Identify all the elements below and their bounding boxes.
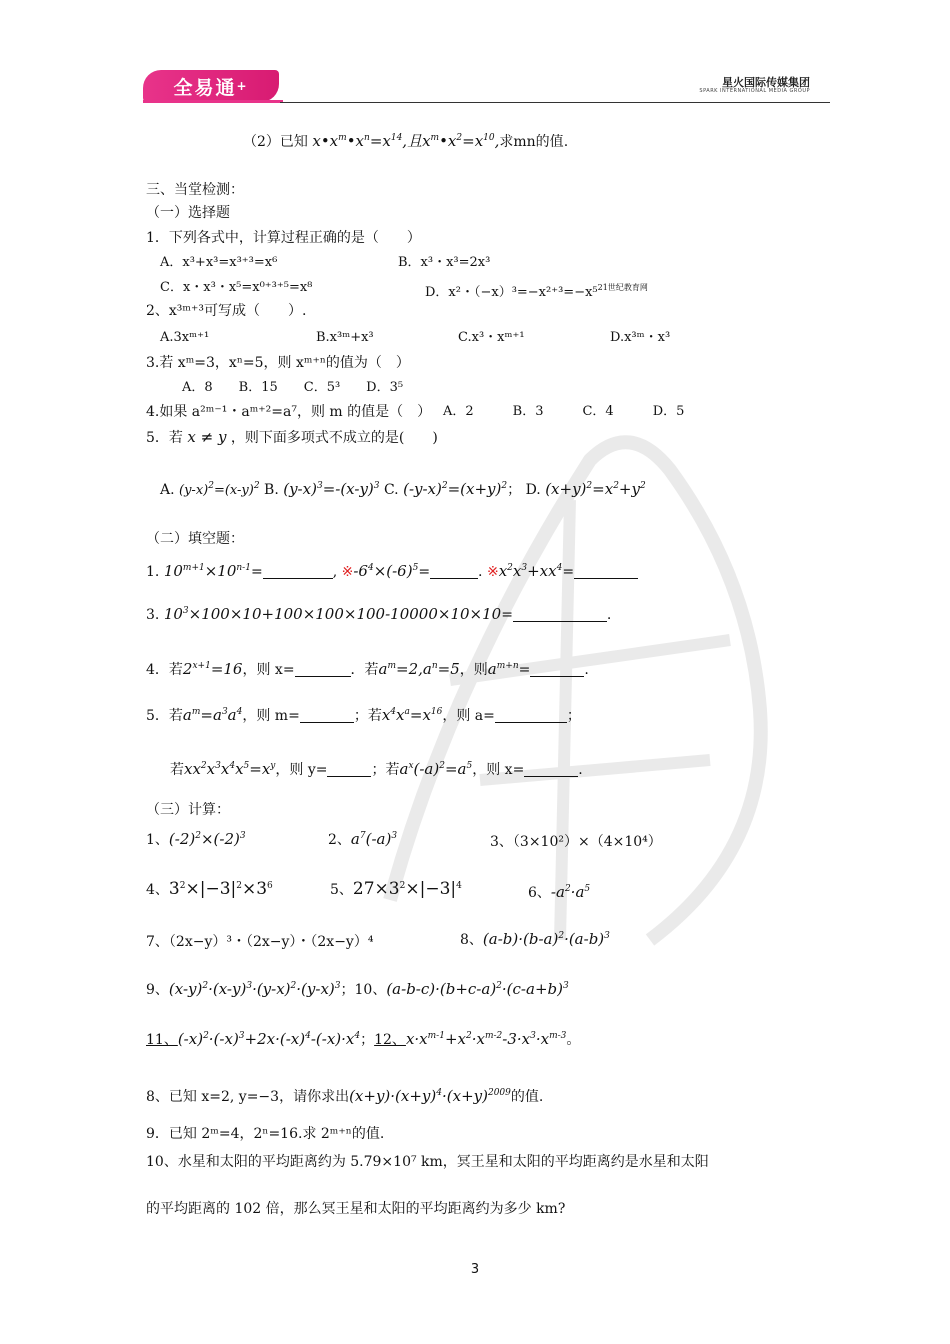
logo-star-icon: + <box>236 79 249 93</box>
choice-3-question: 3.若 xᵐ=3，xⁿ=5，则 xᵐ⁺ⁿ的值为（ ） <box>146 355 410 371</box>
choice-5-suffix: ，则下面多项式不成立的是( ) <box>230 430 438 446</box>
publisher-subtitle: SPARK INTERNATIONAL MEDIA GROUP <box>699 88 810 94</box>
question-8: 8、已知 x=2, y=−3，请你求出$(x+y)\cdot(x+y)^4\cdot(x+y)^{2009}$的值. <box>146 1087 544 1105</box>
fill-5-third: 若 <box>170 762 184 778</box>
choice-2-option-c: C.x³・xᵐ⁺¹ <box>458 330 525 345</box>
header-accent-line <box>143 100 283 103</box>
section-3-title: 三、当堂检测： <box>146 182 244 198</box>
choice-2-option-d: D.x³ᵐ・x³ <box>610 330 671 345</box>
fill-3-label: 3. <box>146 607 160 623</box>
choice-1-option-d-text: D．x²・（−x）³=−x²⁺³=−x⁵ <box>425 285 598 300</box>
fill-2b-answer-blank[interactable] <box>574 564 638 579</box>
fill-1-answer-blank[interactable] <box>263 564 333 579</box>
choice-5-condition: x ≠ y <box>187 428 227 446</box>
source-note: 21世纪教育网 <box>597 283 648 292</box>
asterisk-icon: ※ <box>341 564 354 580</box>
calc-8: 8、$(a-b)\cdot(b-a)^2\cdot(a-b)^3$ <box>460 930 610 948</box>
calc-5: 5、$27\times 3^2\times|-3|^4$ <box>330 879 462 899</box>
choice-1-option-c: C．x・x³・x⁵=x⁰⁺³⁺⁵=x⁸ <box>160 280 313 295</box>
question-9: 9．已知 2ᵐ=4，2ⁿ=16.求 2ᵐ⁺ⁿ的值. <box>146 1126 385 1142</box>
fill-4: 4．若$2^{x+1}=16$，则 x= ．若$a^m=2,a^n=5$，则$a^{m+n}=$ . <box>146 660 589 678</box>
fill-5-ask-m: ，则 m= <box>242 708 300 724</box>
fill-5c-answer-blank[interactable] <box>327 762 371 777</box>
fill-1: 1. $10^{m+1}\times 10^{n-1}=$ , $※-6^4\times(-6)^5=$ . $※x^2x^3+xx^4=$ <box>146 562 638 581</box>
choice-4-options: A．2 B．3 C．4 D．5 <box>443 404 685 419</box>
header-rule <box>280 102 830 103</box>
calc-4-label: 4、 <box>146 882 169 898</box>
question-8-text: 8、已知 x=2, y=−3，请你求出 <box>146 1089 350 1105</box>
calc-2-label: 2、 <box>328 832 351 848</box>
choice-1-option-b: B．x³・x³=2x³ <box>398 255 491 270</box>
fill-5-fourth: ；若 <box>371 762 400 778</box>
calc-row-1: 1、$(-2)^2\times(-2)^3$ <box>146 830 246 848</box>
choice-1-option-d <box>425 279 648 302</box>
calc-7: 7、（2x−y）³・（2x−y）・（2x−y）⁴ <box>146 934 374 950</box>
calc-6: 6、$-a^2\cdot a^5$ <box>528 883 591 901</box>
fill-5-cont: 若$xx^2x^3x^4x^5=x^y$，则 y= ；若$a^x(-a)^2=a^5$，则 x= . <box>170 760 583 778</box>
calc-6-label: 6、 <box>528 885 551 901</box>
fill-5-ask-a: ，则 a= <box>442 708 495 724</box>
choice-1-option-a: A．x³+x³=x³⁺³=x⁶ <box>160 255 278 270</box>
fill-5-ask-x: ，则 x= <box>472 762 525 778</box>
question-10-line-2: 的平均距离的 102 倍，那么冥王星和太阳的平均距离约为多少 km? <box>146 1201 566 1217</box>
choice-3-options: A．8 B．15 C．5³ D．3⁵ <box>182 380 404 395</box>
choice-5-question <box>146 428 438 447</box>
choice-2-question: 2、x³ᵐ⁺³可写成（ ）. <box>146 303 307 319</box>
publisher-name: 星火国际传媒集团 <box>722 76 810 89</box>
q2-label: （2）已知 <box>243 134 308 150</box>
fill-3: 3. $10^3\times 100\times 10+100\times 100\times 100-10000\times 10\times 10=$ . <box>146 605 612 623</box>
fill-4-answer-blank[interactable] <box>295 662 351 677</box>
calc-2: 2、$a^7(-a)^3$ <box>328 830 398 848</box>
fill-4-ask: ，则 <box>459 662 488 678</box>
fill-5b-answer-blank[interactable] <box>495 708 567 723</box>
asterisk-icon: ※ <box>486 564 499 580</box>
fill-4-prefix: 4．若 <box>146 662 183 678</box>
subsection-calc: （三）计算： <box>146 802 230 818</box>
fill-2-answer-blank[interactable] <box>430 564 478 579</box>
calc-3: 3、（3×10²）×（4×10⁴） <box>490 834 662 850</box>
calc-12-label: 12、 <box>374 1032 406 1048</box>
calc-10-label: ；10、 <box>340 982 387 998</box>
q2-formula: $x•x^m•x^n=x^{14}$,且$x^m•x^2=x^{10}$, <box>312 132 500 150</box>
calc-row-9-10: 9、$(x-y)^2\cdot(x-y)^3\cdot(y-x)^2\cdot(y-x)^3$；10、$(a-b-c)\cdot(b+c-a)^2\cdot(c-a+b)^3$ <box>146 980 569 998</box>
choice-4-question: 4.如果 a²ᵐ⁻¹・aᵐ⁺²=a⁷，则 m 的值是（ ） <box>146 404 432 420</box>
choice-5-options: A. $(y-x)^2=(x-y)^2$ B. $(y-x)^3=-(x-y)^3$ C. $(-y-x)^2=(x+y)^2$； D. $(x+y)^2=x^2+y^2$ <box>160 480 646 498</box>
calc-1-label: 1、 <box>146 832 169 848</box>
fill-5d-answer-blank[interactable] <box>524 762 578 777</box>
calc-9-label: 9、 <box>146 982 169 998</box>
calc-row-11-12: 11、$(-x)^2\cdot(-x)^3+2x\cdot(-x)^4-(-x)\cdot x^4$；12、$x\cdot x^{m-1}+x^2\cdot x^{m-2}-3\cdot x^3\cdot x^{m-3}$。 <box>146 1030 581 1048</box>
fill-5-prefix: 5．若 <box>146 708 183 724</box>
choice-2-option-b: B.x³ᵐ+x³ <box>316 330 374 345</box>
fill-1-label: 1. <box>146 564 160 580</box>
calc-5-label: 5、 <box>330 882 353 898</box>
choice-1-question: 1．下列各式中，计算过程正确的是（ ） <box>146 230 421 246</box>
calc-4: 4、$3^2\times|-3|^2\times 3^6$ <box>146 879 273 899</box>
calc-8-label: 8、 <box>460 932 483 948</box>
fill-5-answer-blank[interactable] <box>300 708 354 723</box>
question-8-ask: 的值. <box>510 1089 544 1105</box>
calc-11-label: 11、 <box>146 1032 178 1048</box>
choice-5-prefix: 5．若 <box>146 430 183 446</box>
question-10-line-1: 10、水星和太阳的平均距离约为 5.79×10⁷ km，冥王星和太阳的平均距离约是水星和太阳 <box>146 1154 709 1170</box>
brand-logo <box>143 70 279 102</box>
fill-5-second: ；若 <box>353 708 382 724</box>
fill-3-answer-blank[interactable] <box>513 607 607 622</box>
subsection-fill: （二）填空题： <box>146 531 244 547</box>
logo-text: 全易通 <box>173 76 237 99</box>
fill-4-ask-x: ，则 x= <box>242 662 295 678</box>
problem-2-known: （2）已知 $x•x^m•x^n=x^{14}$,且$x^m•x^2=x^{10}$,求mn的值. <box>243 132 569 150</box>
fill-5: 5．若$a^m=a^3a^4$，则 m= ；若$x^4x^a=x^{16}$，则 a= ； <box>146 706 581 724</box>
fill-5-ask-y: ，则 y= <box>275 762 328 778</box>
fill-4b-answer-blank[interactable] <box>530 662 584 677</box>
choice-2-option-a: A.3xᵐ⁺¹ <box>160 330 210 345</box>
subsection-choice: （一）选择题 <box>146 205 230 221</box>
fill-4-second: ．若 <box>350 662 379 678</box>
q2-ask: 求mn的值 <box>499 134 564 150</box>
page-number: 3 <box>470 1262 480 1277</box>
